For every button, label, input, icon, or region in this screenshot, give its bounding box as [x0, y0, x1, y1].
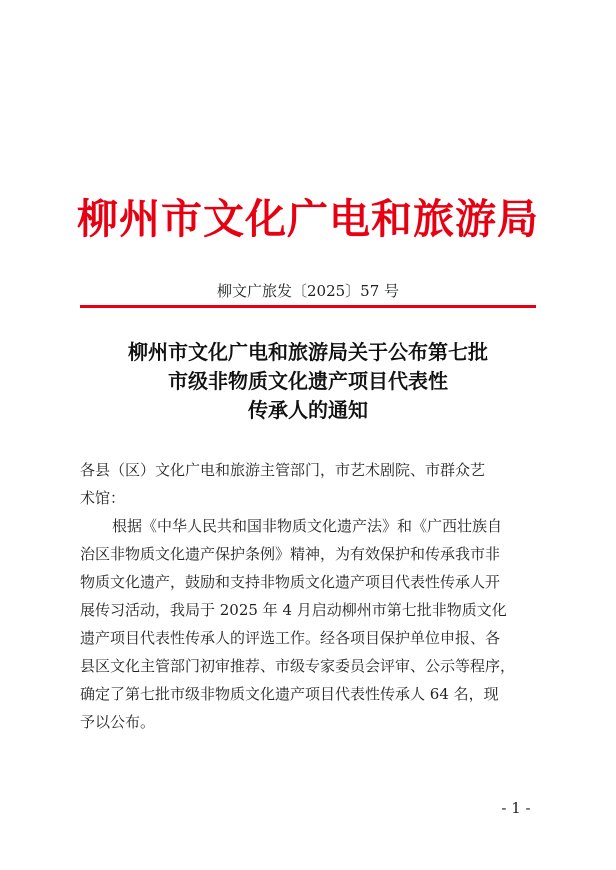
document-body: [80, 456, 536, 736]
red-separator-line: [80, 305, 536, 308]
page-number: - 1 -: [501, 799, 531, 817]
title-line: 传承人的通知: [248, 398, 368, 422]
document-number: 柳文广旅发〔2025〕57 号: [216, 282, 400, 300]
body-line: 确定了第七批市级非物质文化遗产项目代表性传承人 64 名，现: [80, 685, 499, 703]
title-line: 柳州市文化广电和旅游局关于公布第七批: [128, 340, 488, 364]
issuing-authority-header: 柳州市文化广电和旅游局: [77, 195, 539, 243]
body-line: 根据《中华人民共和国非物质文化遗产法》和《广西壮族自: [112, 517, 503, 535]
addressee-line: 各县（区）文化广电和旅游主管部门，市艺术剧院、市群众艺: [80, 461, 486, 479]
document-title: [0, 338, 616, 425]
body-line: 县区文化主管部门初审推荐、市级专家委员会评审、公示等程序，: [80, 657, 516, 675]
body-line: 展传习活动，我局于 2025 年 4 月启动柳州市第七批非物质文化: [80, 601, 507, 619]
body-line: 物质文化遗产，鼓励和支持非物质文化遗产项目代表性传承人开: [80, 573, 501, 591]
addressee-line: 术馆：: [80, 489, 126, 507]
body-line: 遗产项目代表性传承人的评选工作。经各项目保护单位申报、各: [80, 629, 501, 647]
title-line: 市级非物质文化遗产项目代表性: [168, 369, 448, 393]
body-line: 治区非物质文化遗产保护条例》精神，为有效保护和传承我市非: [80, 545, 501, 563]
body-line: 予以公布。: [80, 713, 156, 731]
